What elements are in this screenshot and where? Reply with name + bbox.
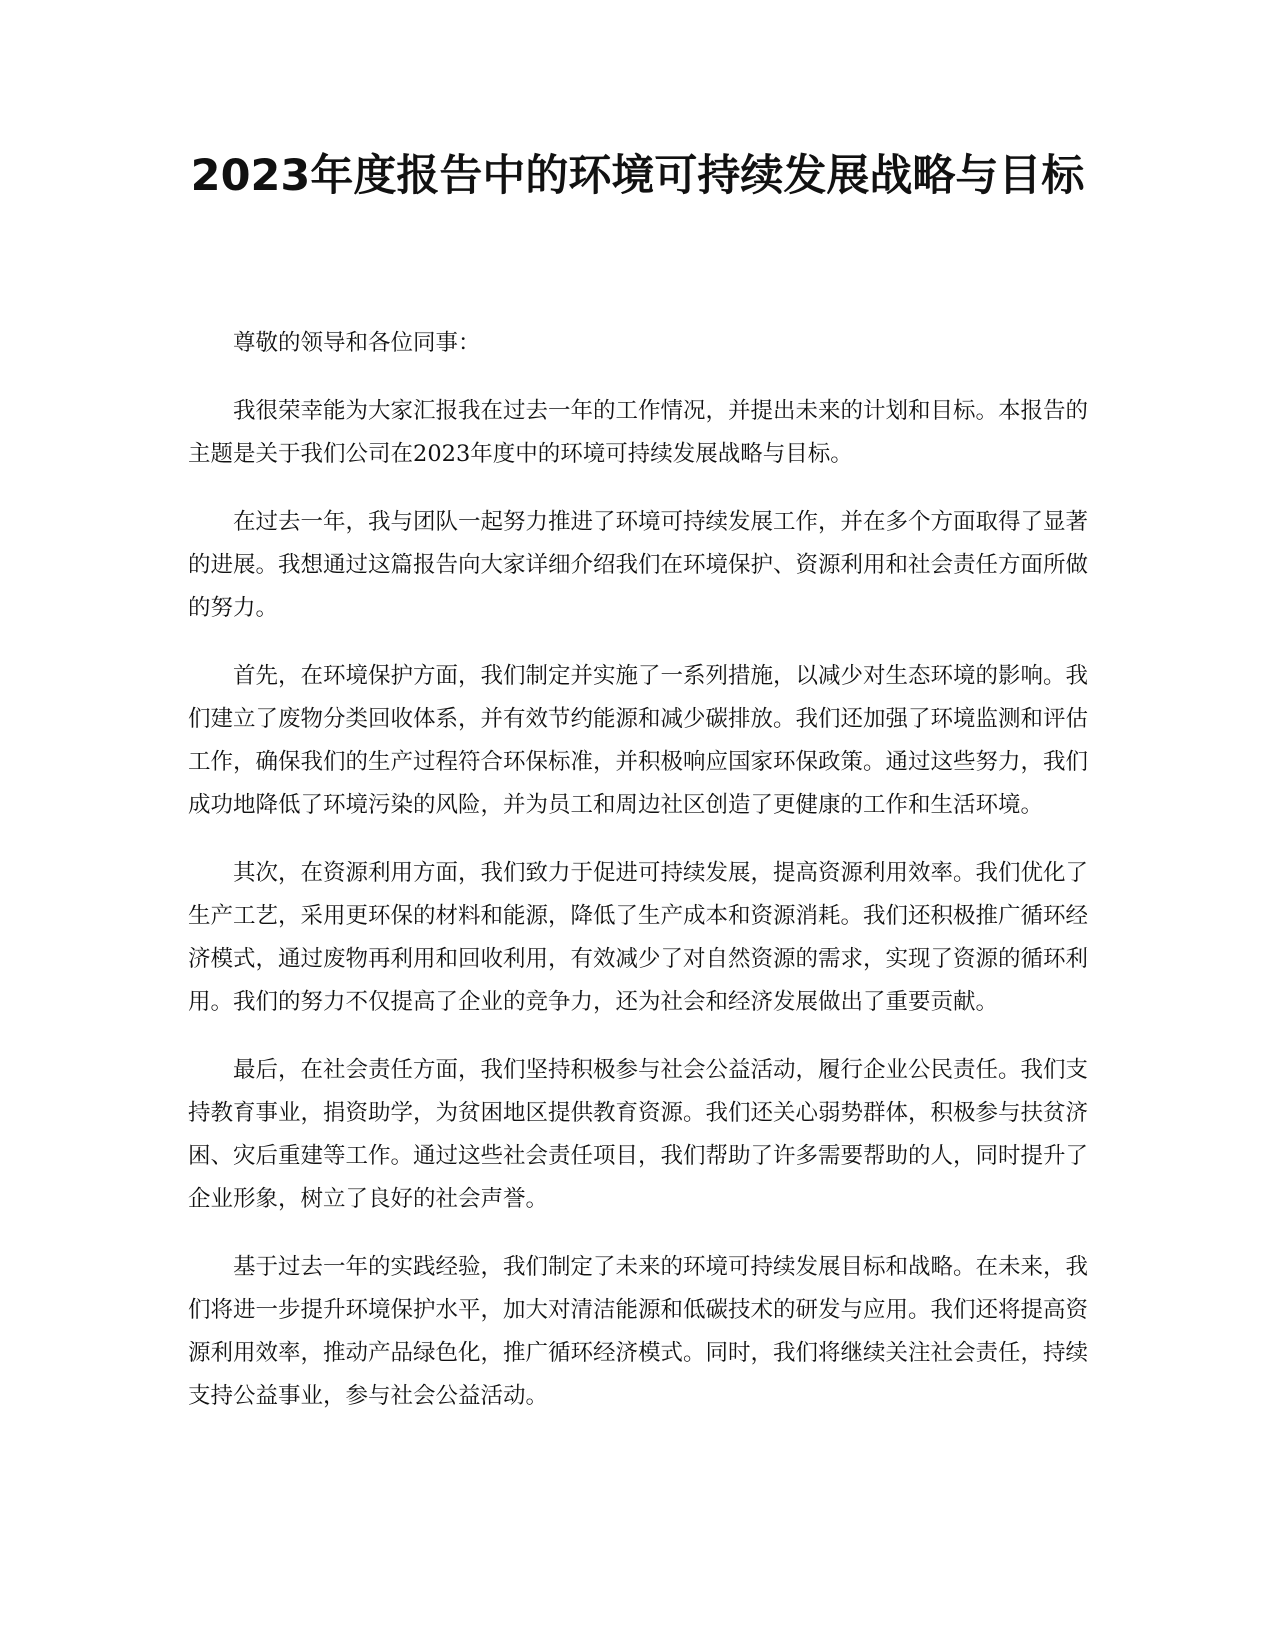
paragraph-environmental-protection: 首先，在环境保护方面，我们制定并实施了一系列措施，以减少对生态环境的影响。我们建立了废物分类回收体系，并有效节约能源和减少碳排放。我们还加强了环境监测和评估工作，确保我们的生产过程符合环保标准，并积极响应国家环保政策。通过这些努力，我们成功地降低了环境污染的风险，并为员工和周边社区创造了更健康的工作和生活环境。 (188, 663, 1089, 818)
paragraph-salutation: 尊敬的领导和各位同事： (233, 330, 481, 356)
paragraph-resource-utilization: 其次，在资源利用方面，我们致力于促进可持续发展，提高资源利用效率。我们优化了生产工艺，采用更环保的材料和能源，降低了生产成本和资源消耗。我们还积极推广循环经济模式，通过废物再利用和回收利用，有效减少了对自然资源的需求，实现了资源的循环利用。我们的努力不仅提高了企业的竞争力，还为社会和经济发展做出了重要贡献。 (188, 860, 1089, 1015)
paragraph-overview: 在过去一年，我与团队一起努力推进了环境可持续发展工作，并在多个方面取得了显著的进展。我想通过这篇报告向大家详细介绍我们在环境保护、资源利用和社会责任方面所做的努力。 (188, 509, 1089, 621)
paragraph-social-responsibility: 最后，在社会责任方面，我们坚持积极参与社会公益活动，履行企业公民责任。我们支持教育事业，捐资助学，为贫困地区提供教育资源。我们还关心弱势群体，积极参与扶贫济困、灾后重建等工作。通过这些社会责任项目，我们帮助了许多需要帮助的人，同时提升了企业形象，树立了良好的社会声誉。 (188, 1057, 1089, 1212)
paragraph-introduction: 我很荣幸能为大家汇报我在过去一年的工作情况，并提出未来的计划和目标。本报告的主题是关于我们公司在2023年度中的环境可持续发展战略与目标。 (188, 398, 1089, 467)
document-title: 2023年度报告中的环境可持续发展战略与目标 (190, 151, 1085, 201)
document-body (188, 322, 1088, 1443)
paragraph-future-goals: 基于过去一年的实践经验，我们制定了未来的环境可持续发展目标和战略。在未来，我们将进一步提升环境保护水平，加大对清洁能源和低碳技术的研发与应用。我们还将提高资源利用效率，推动产品绿色化，推广循环经济模式。同时，我们将继续关注社会责任，持续支持公益事业，参与社会公益活动。 (188, 1254, 1089, 1409)
